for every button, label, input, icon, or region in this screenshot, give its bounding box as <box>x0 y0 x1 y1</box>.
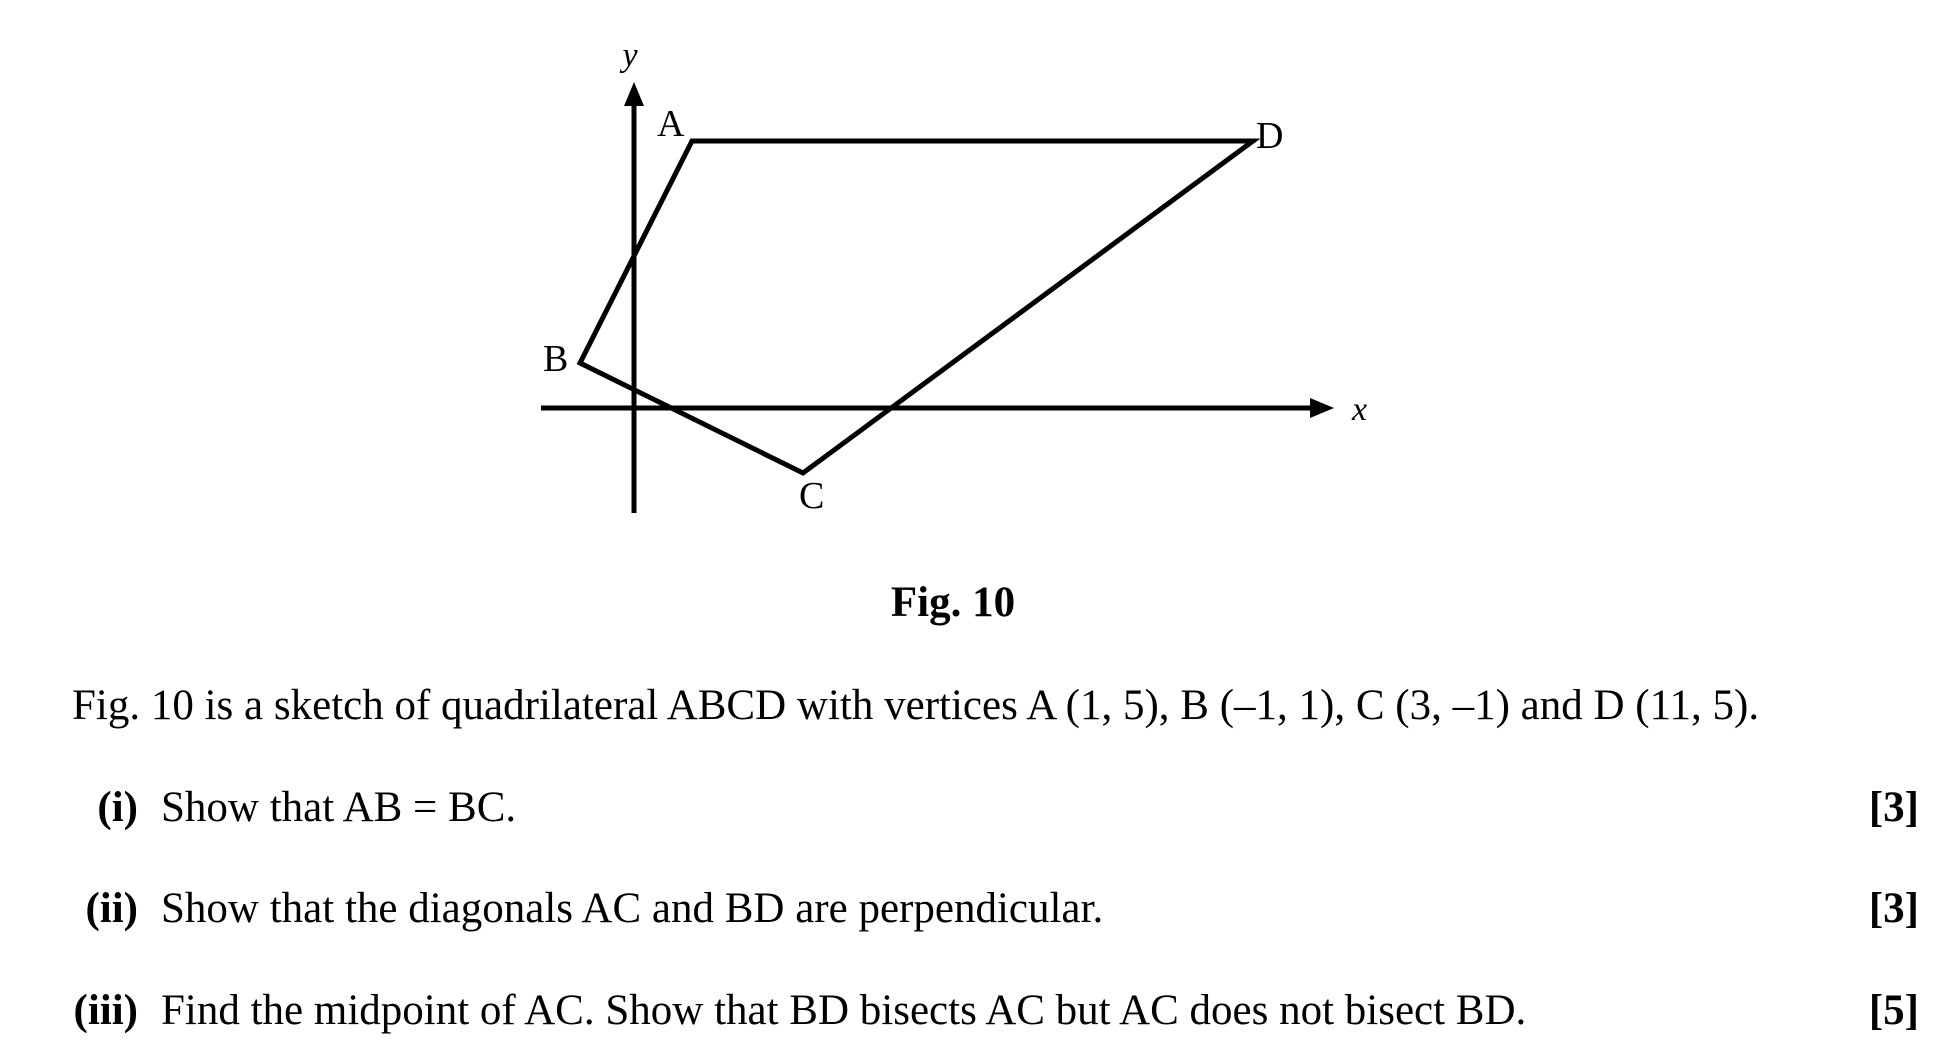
question-text: Show that the diagonals AC and BD are perpendicular. <box>161 885 1104 932</box>
vertex-label-a: A <box>657 103 685 145</box>
question-number: (iii) <box>73 987 138 1034</box>
question-marks: [3] <box>1868 885 1919 932</box>
question-number: (i) <box>97 784 138 831</box>
question-number: (ii) <box>85 885 138 932</box>
question-part-i <box>0 783 1934 843</box>
quadrilateral-abcd <box>580 141 1253 473</box>
question-intro: Fig. 10 is a sketch of quadrilateral ABCD with vertices A (1, 5), B (–1, 1), C (3, –1) and D (11, 5). <box>72 682 1760 729</box>
vertex-label-b: B <box>543 338 569 380</box>
figure-caption: Fig. 10 <box>890 579 1016 626</box>
x-axis-label: x <box>1352 391 1368 428</box>
y-axis-arrowhead <box>624 82 644 106</box>
question-marks: [5] <box>1868 987 1919 1034</box>
x-axis-arrowhead <box>1310 398 1334 418</box>
question-text: Find the midpoint of AC. Show that BD bisects AC but AC does not bisect BD. <box>161 987 1527 1034</box>
vertex-label-c: C <box>799 475 825 517</box>
question-marks: [3] <box>1868 784 1919 831</box>
vertex-label-d: D <box>1256 115 1284 157</box>
question-part-ii <box>0 884 1934 944</box>
question-part-iii <box>0 986 1934 1046</box>
question-text: Show that AB = BC. <box>161 784 517 831</box>
y-axis-label: y <box>622 37 638 74</box>
